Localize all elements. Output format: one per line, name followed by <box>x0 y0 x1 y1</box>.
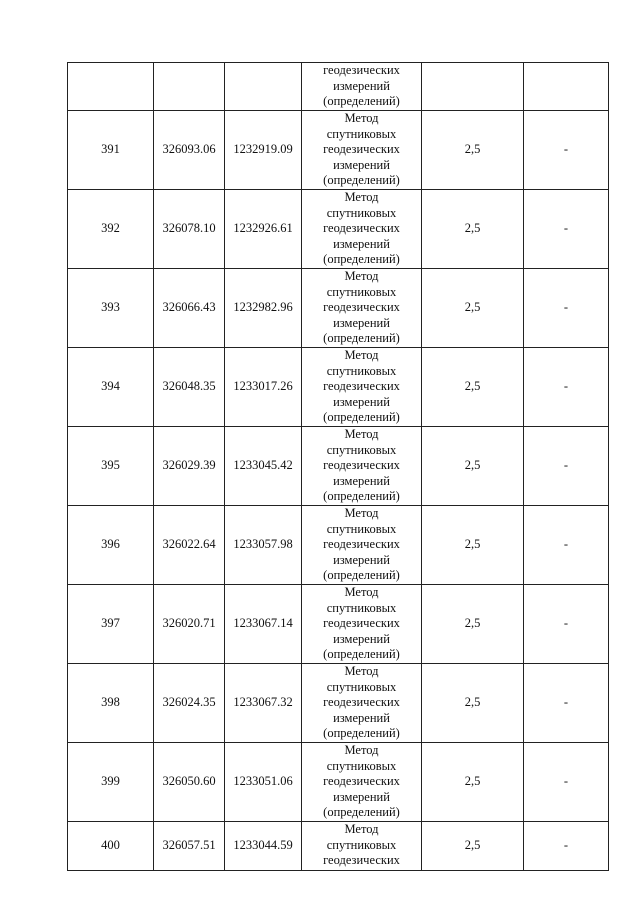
method-line: (определений) <box>323 805 400 820</box>
y-coordinate-cell: 1233017.26 <box>225 348 302 427</box>
y-coordinate-cell: 1233044.59 <box>225 822 302 871</box>
method-cell <box>302 664 422 743</box>
point-number-cell: 396 <box>68 506 154 585</box>
point-number-cell: 392 <box>68 190 154 269</box>
method-line: геодезических <box>323 537 400 552</box>
point-number-cell: 394 <box>68 348 154 427</box>
point-number-cell: 400 <box>68 822 154 871</box>
note-cell: - <box>524 743 609 822</box>
method-line: спутниковых <box>326 126 397 141</box>
method-line: спутниковых <box>326 758 397 773</box>
method-line: Метод <box>344 664 379 678</box>
method-cell <box>302 427 422 506</box>
accuracy-cell: 2,5 <box>422 664 524 743</box>
note-cell <box>524 63 609 111</box>
method-line: (определений) <box>323 173 400 188</box>
table-body <box>68 63 609 871</box>
x-coordinate-cell: 326020.71 <box>154 585 225 664</box>
method-line: Метод <box>344 585 379 599</box>
table-row <box>68 585 609 664</box>
method-line: измерений <box>333 473 390 488</box>
accuracy-cell: 2,5 <box>422 822 524 871</box>
x-coordinate-cell: 326050.60 <box>154 743 225 822</box>
accuracy-cell: 2,5 <box>422 743 524 822</box>
coordinates-table <box>67 62 609 871</box>
method-line: геодезических <box>323 774 400 789</box>
point-number-cell: 393 <box>68 269 154 348</box>
method-line: Метод <box>344 506 379 520</box>
note-cell: - <box>524 664 609 743</box>
table-row <box>68 743 609 822</box>
note-cell: - <box>524 111 609 190</box>
method-line: Метод <box>344 427 379 441</box>
method-line: (определений) <box>323 94 400 109</box>
accuracy-cell: 2,5 <box>422 506 524 585</box>
method-line: спутниковых <box>326 837 397 852</box>
point-number-cell: 391 <box>68 111 154 190</box>
method-line: геодезических <box>323 221 400 236</box>
method-line: измерений <box>333 789 390 804</box>
note-cell: - <box>524 348 609 427</box>
point-number-cell: 397 <box>68 585 154 664</box>
method-line: (определений) <box>323 489 400 504</box>
table-row <box>68 269 609 348</box>
method-line: (определений) <box>323 252 400 267</box>
method-line: спутниковых <box>326 679 397 694</box>
method-line: геодезических <box>323 142 400 157</box>
method-line: измерений <box>333 394 390 409</box>
method-line: Метод <box>344 190 379 204</box>
y-coordinate-cell <box>225 63 302 111</box>
table-row <box>68 506 609 585</box>
note-cell: - <box>524 190 609 269</box>
method-line: Метод <box>344 269 379 283</box>
note-cell: - <box>524 822 609 871</box>
y-coordinate-cell: 1233057.98 <box>225 506 302 585</box>
table-row <box>68 664 609 743</box>
x-coordinate-cell: 326024.35 <box>154 664 225 743</box>
method-line: геодезических <box>323 853 400 868</box>
method-line: спутниковых <box>326 600 397 615</box>
method-line: измерений <box>333 236 390 251</box>
y-coordinate-cell: 1232926.61 <box>225 190 302 269</box>
x-coordinate-cell: 326022.64 <box>154 506 225 585</box>
accuracy-cell: 2,5 <box>422 269 524 348</box>
y-coordinate-cell: 1233067.32 <box>225 664 302 743</box>
table-row <box>68 190 609 269</box>
x-coordinate-cell: 326066.43 <box>154 269 225 348</box>
method-line: геодезических <box>323 616 400 631</box>
method-line: Метод <box>344 743 379 757</box>
method-line: измерений <box>333 315 390 330</box>
note-cell: - <box>524 269 609 348</box>
accuracy-cell: 2,5 <box>422 111 524 190</box>
y-coordinate-cell: 1233067.14 <box>225 585 302 664</box>
y-coordinate-cell: 1232982.96 <box>225 269 302 348</box>
method-line: спутниковых <box>326 284 397 299</box>
table-row <box>68 63 609 111</box>
method-line: (определений) <box>323 410 400 425</box>
y-coordinate-cell: 1233045.42 <box>225 427 302 506</box>
method-line: спутниковых <box>326 442 397 457</box>
method-line: спутниковых <box>326 205 397 220</box>
point-number-cell: 395 <box>68 427 154 506</box>
method-line: геодезических <box>323 695 400 710</box>
x-coordinate-cell: 326078.10 <box>154 190 225 269</box>
method-cell <box>302 111 422 190</box>
accuracy-cell <box>422 63 524 111</box>
method-line: измерений <box>333 552 390 567</box>
method-line: геодезических <box>323 379 400 394</box>
method-line: (определений) <box>323 568 400 583</box>
method-line: геодезических <box>323 300 400 315</box>
note-cell: - <box>524 427 609 506</box>
table-row <box>68 348 609 427</box>
method-cell <box>302 269 422 348</box>
method-line: (определений) <box>323 647 400 662</box>
method-cell <box>302 743 422 822</box>
note-cell: - <box>524 506 609 585</box>
method-line: Метод <box>344 111 379 125</box>
y-coordinate-cell: 1232919.09 <box>225 111 302 190</box>
method-line: Метод <box>344 348 379 362</box>
method-line: спутниковых <box>326 521 397 536</box>
method-line: измерений <box>333 710 390 725</box>
method-cell <box>302 585 422 664</box>
accuracy-cell: 2,5 <box>422 348 524 427</box>
table-row <box>68 822 609 871</box>
point-number-cell <box>68 63 154 111</box>
x-coordinate-cell <box>154 63 225 111</box>
point-number-cell: 399 <box>68 743 154 822</box>
table-row <box>68 111 609 190</box>
x-coordinate-cell: 326093.06 <box>154 111 225 190</box>
accuracy-cell: 2,5 <box>422 427 524 506</box>
table-row <box>68 427 609 506</box>
accuracy-cell: 2,5 <box>422 190 524 269</box>
method-line: Метод <box>344 822 379 836</box>
x-coordinate-cell: 326048.35 <box>154 348 225 427</box>
method-line: (определений) <box>323 726 400 741</box>
method-line: измерений <box>333 78 390 93</box>
method-line: спутниковых <box>326 363 397 378</box>
method-cell <box>302 822 422 871</box>
method-cell <box>302 63 422 111</box>
y-coordinate-cell: 1233051.06 <box>225 743 302 822</box>
method-line: геодезических <box>323 63 400 78</box>
accuracy-cell: 2,5 <box>422 585 524 664</box>
method-line: измерений <box>333 157 390 172</box>
method-line: (определений) <box>323 331 400 346</box>
method-line: геодезических <box>323 458 400 473</box>
x-coordinate-cell: 326057.51 <box>154 822 225 871</box>
method-line: измерений <box>333 631 390 646</box>
note-cell: - <box>524 585 609 664</box>
x-coordinate-cell: 326029.39 <box>154 427 225 506</box>
point-number-cell: 398 <box>68 664 154 743</box>
method-cell <box>302 190 422 269</box>
method-cell <box>302 506 422 585</box>
method-cell <box>302 348 422 427</box>
